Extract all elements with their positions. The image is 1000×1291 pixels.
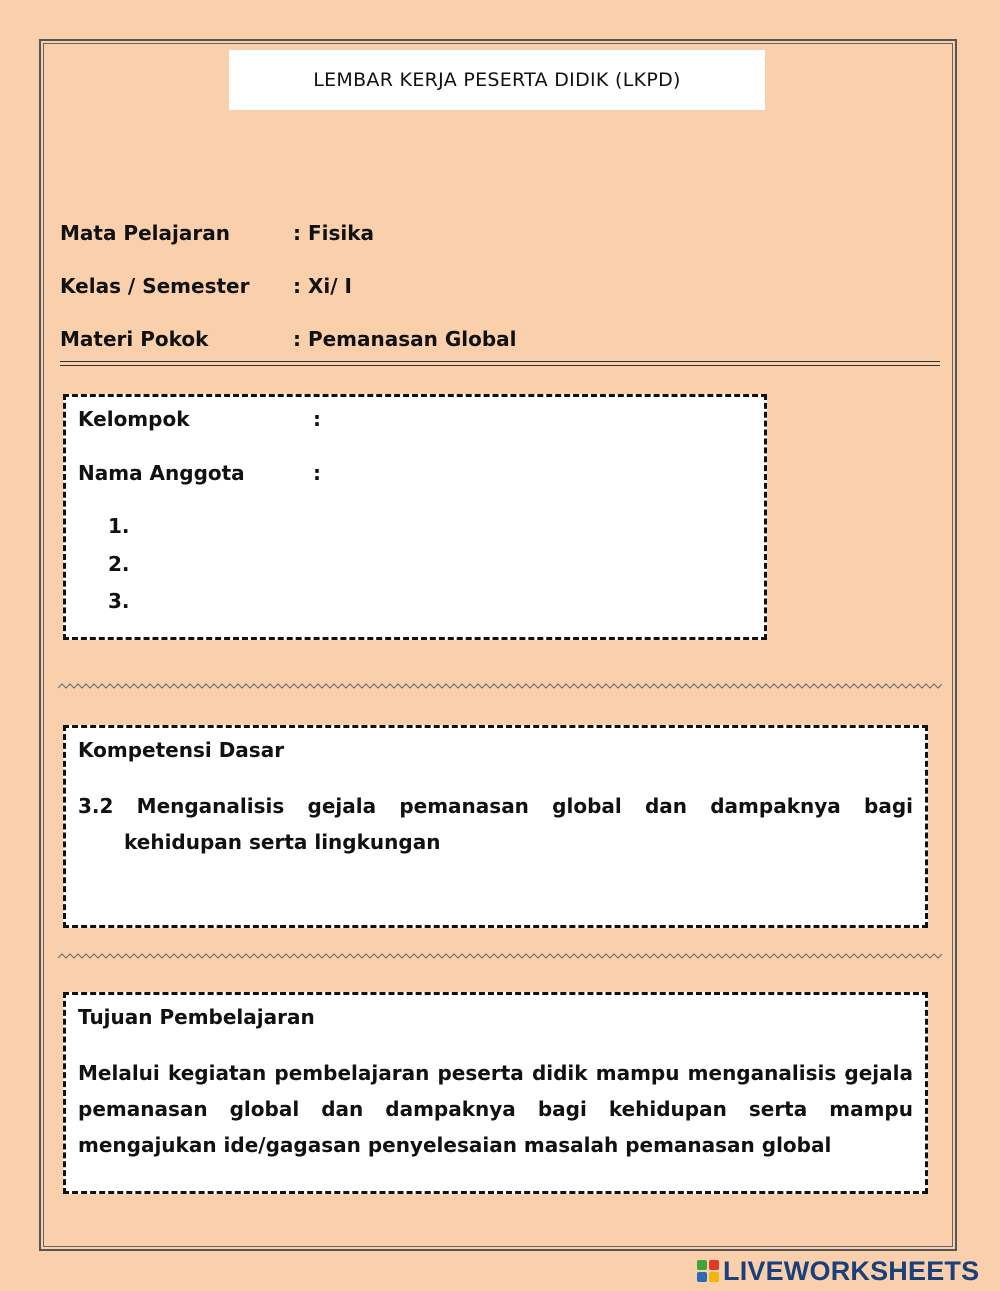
- zigzag-divider: [58, 683, 942, 689]
- group-field: [78, 407, 321, 431]
- members-label: Nama Anggota: [78, 461, 245, 485]
- worksheet-title: LEMBAR KERJA PESERTA DIDIK (LKPD): [313, 69, 681, 91]
- member-item: 3.: [108, 589, 130, 613]
- members-colon: :: [313, 461, 321, 485]
- topic-value: : Pemanasan Global: [293, 327, 517, 351]
- learning-objective-text: Melalui kegiatan pembelajaran peserta didik mampu menganalisis gejala pemanasan global dan dampaknya bagi kehidupan serta mampu mengajukan ide/gagasan penyelesaian masalah pemanasan global: [78, 1061, 913, 1157]
- liveworksheets-logo-text: LIVEWORKSHEETS: [723, 1255, 980, 1286]
- basic-competency-text: 3.2 Menganalisis gejala pemanasan global dan dampaknya bagi kehidupan serta lingkungan: [78, 794, 913, 854]
- info-row-topic: [60, 327, 517, 351]
- subject-label: Mata Pelajaran: [60, 221, 230, 245]
- class-value: : Xi/ I: [293, 274, 352, 298]
- liveworksheets-logo[interactable]: [697, 1257, 979, 1285]
- members-field: [78, 461, 321, 485]
- basic-competency-heading: Kompetensi Dasar: [78, 738, 285, 762]
- class-label: Kelas / Semester: [60, 274, 250, 298]
- group-label: Kelompok: [78, 407, 190, 431]
- logo-square: [709, 1272, 719, 1282]
- logo-square: [697, 1272, 707, 1282]
- member-item: 2.: [108, 552, 130, 576]
- subject-value: : Fisika: [293, 221, 375, 245]
- group-info-box: [63, 394, 767, 640]
- info-row-subject: [60, 221, 374, 245]
- topic-label: Materi Pokok: [60, 327, 209, 351]
- liveworksheets-logo-icon: [697, 1260, 719, 1282]
- zigzag-divider: [58, 953, 942, 959]
- logo-square: [697, 1260, 707, 1270]
- learning-objective-box: [63, 992, 928, 1194]
- member-item: 1.: [108, 514, 130, 538]
- logo-square: [709, 1260, 719, 1270]
- learning-objective-heading: Tujuan Pembelajaran: [78, 1005, 315, 1029]
- info-row-class: [60, 274, 352, 298]
- worksheet-title-box: [229, 50, 765, 110]
- basic-competency-box: [63, 725, 928, 928]
- group-colon: :: [313, 407, 321, 431]
- header-double-rule: [60, 361, 940, 366]
